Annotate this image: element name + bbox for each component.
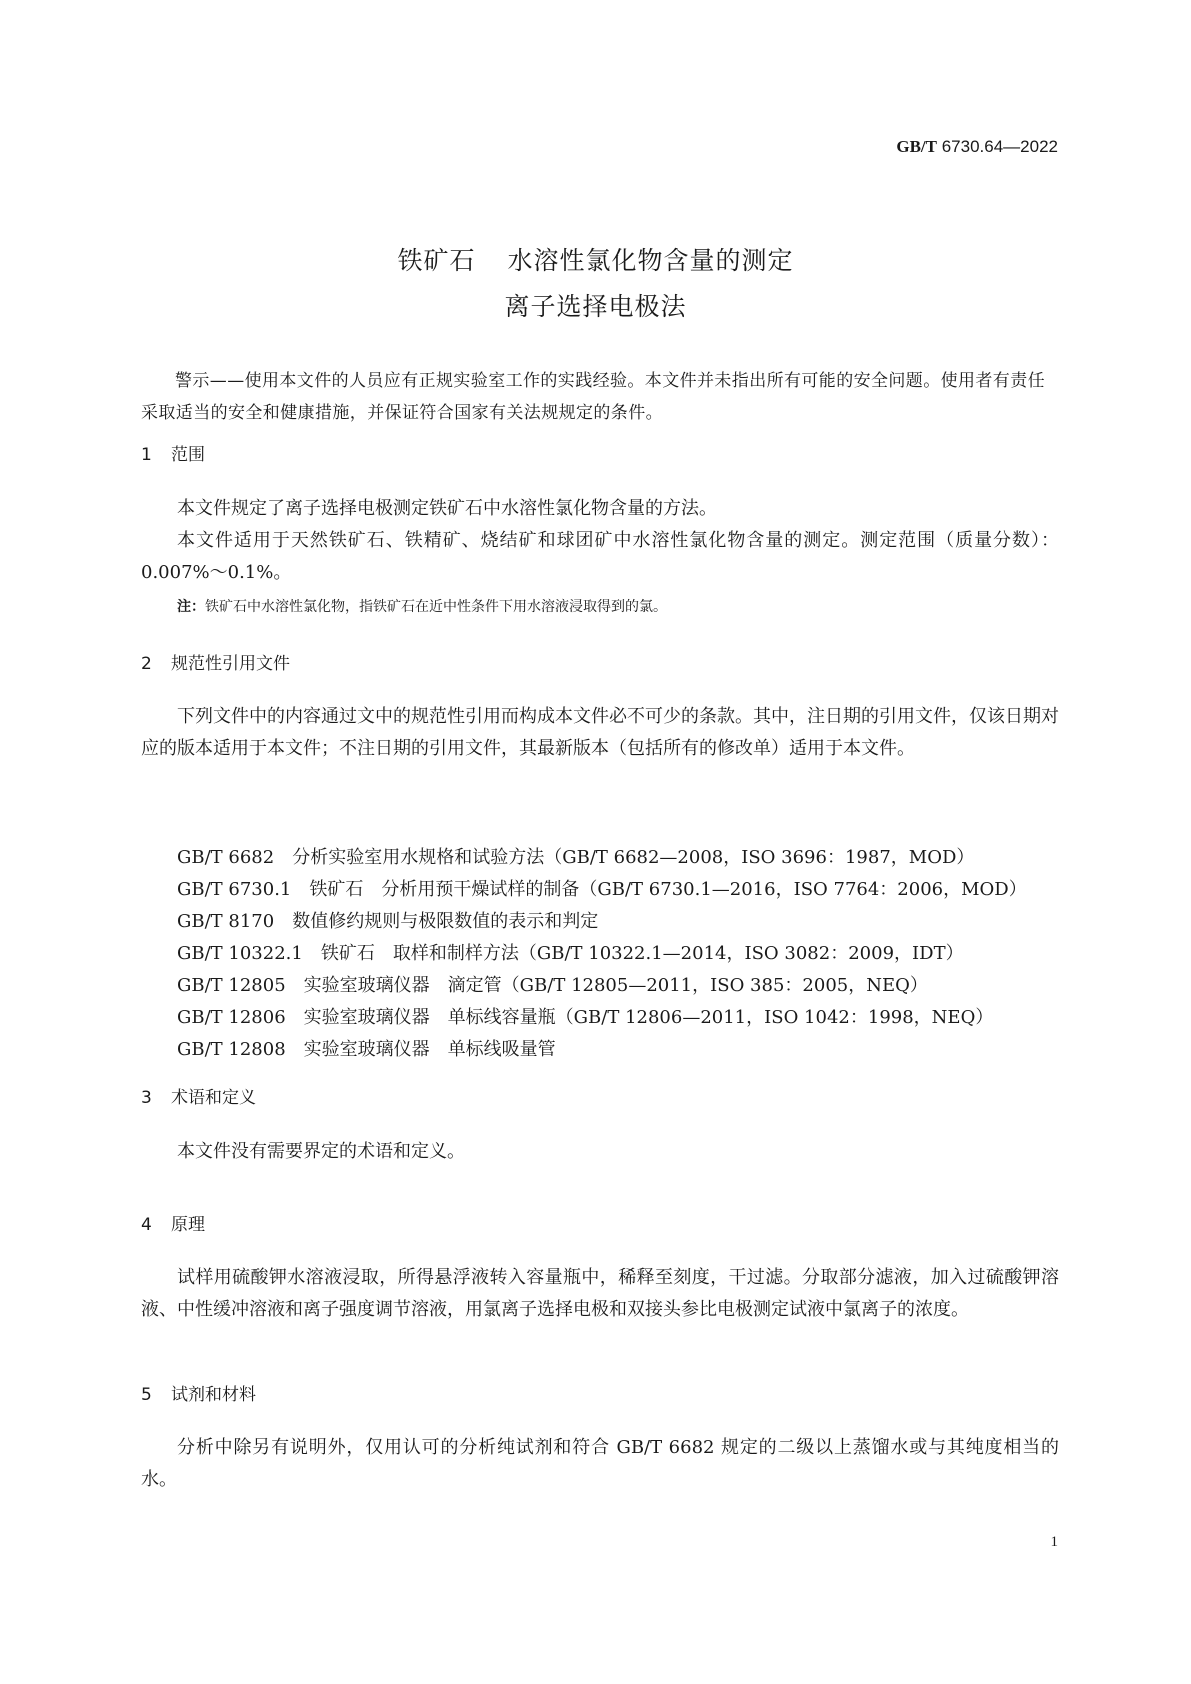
section-number: 2 <box>141 654 152 674</box>
reference-item <box>177 1034 1027 1066</box>
title-part1: 铁矿石 <box>397 246 476 275</box>
section-title: 范围 <box>171 445 205 465</box>
title-part2: 水溶性氯化物含量的测定 <box>507 246 794 275</box>
note-label: 注： <box>177 599 205 615</box>
reference-code: GB/T 10322.1 <box>177 943 303 964</box>
terms-paragraph: 本文件没有需要界定的术语和定义。 <box>177 1141 465 1162</box>
reference-item <box>177 970 1027 1002</box>
reference-code: GB/T 6682 <box>177 847 275 868</box>
section-title: 术语和定义 <box>171 1088 256 1108</box>
standard-code <box>896 137 1058 157</box>
reference-title: 实验室玻璃仪器 单标线容量瓶（GB/T 12806—2011，ISO 1042：1998，NEQ） <box>303 1007 994 1028</box>
reference-title: 铁矿石 取样和制样方法（GB/T 10322.1—2014，ISO 3082：2009，IDT） <box>320 943 964 964</box>
section-number: 5 <box>141 1385 152 1405</box>
reference-title: 铁矿石 分析用预干燥试样的制备（GB/T 6730.1—2016，ISO 7764：2006，MOD） <box>309 879 1027 900</box>
section-5-heading <box>141 1380 256 1405</box>
reference-code: GB/T 12805 <box>177 975 286 996</box>
normative-intro: 下列文件中的内容通过文中的规范性引用而构成本文件必不可少的条款。其中，注日期的引用文件，仅该日期对应的版本适用于本文件；不注日期的引用文件，其最新版本（包括所有的修改单）适用于本文件。 <box>141 706 1059 759</box>
reference-code: GB/T 12808 <box>177 1039 286 1060</box>
reference-list <box>177 842 1027 1066</box>
warning-paragraph: 警示——使用本文件的人员应有正规实验室工作的实践经验。本文件并未指出所有可能的安全问题。使用者有责任采取适当的安全和健康措施，并保证符合国家有关法规规定的条件。 <box>141 371 1045 423</box>
section-2-heading <box>141 649 290 674</box>
reference-title: 分析实验室用水规格和试验方法（GB/T 6682—2008，ISO 3696：1987，MOD） <box>292 847 975 868</box>
reference-item <box>177 1002 1027 1034</box>
section-number: 4 <box>141 1215 152 1235</box>
section-1-heading <box>141 440 205 465</box>
section-3-heading <box>141 1083 256 1108</box>
section-number: 3 <box>141 1088 152 1108</box>
reference-title: 实验室玻璃仪器 单标线吸量管 <box>303 1039 556 1060</box>
section-4-heading <box>141 1210 205 1235</box>
scope-paragraph-1: 本文件规定了离子选择电极测定铁矿石中水溶性氯化物含量的方法。 <box>177 498 717 519</box>
reference-code: GB/T 12806 <box>177 1007 286 1028</box>
reference-item <box>177 842 1027 874</box>
title-line2: 离子选择电极法 <box>504 292 687 321</box>
section-title: 原理 <box>171 1215 205 1235</box>
document-title <box>0 238 1191 330</box>
reagents-paragraph: 分析中除另有说明外，仅用认可的分析纯试剂和符合 GB/T 6682 规定的二级以上蒸馏水或与其纯度相当的水。 <box>141 1437 1059 1490</box>
reference-title: 实验室玻璃仪器 滴定管（GB/T 12805—2011，ISO 385：2005，NEQ） <box>303 975 928 996</box>
reference-code: GB/T 8170 <box>177 911 275 932</box>
section-number: 1 <box>141 445 152 465</box>
principle-paragraph: 试样用硫酸钾水溶液浸取，所得悬浮液转入容量瓶中，稀释至刻度，干过滤。分取部分滤液，加入过硫酸钾溶液、中性缓冲溶液和离子强度调节溶液，用氯离子选择电极和双接头参比电极测定试液中氯离子的浓度。 <box>141 1267 1059 1320</box>
reference-code: GB/T 6730.1 <box>177 879 292 900</box>
scope-paragraph-2: 本文件适用于天然铁矿石、铁精矿、烧结矿和球团矿中水溶性氯化物含量的测定。测定范围（质量分数）：0.007%～0.1%。 <box>141 530 1059 583</box>
reference-title: 数值修约规则与极限数值的表示和判定 <box>292 911 599 932</box>
section-title: 试剂和材料 <box>171 1385 256 1405</box>
scope-note <box>177 596 667 616</box>
page-number: 1 <box>1050 1534 1058 1550</box>
note-text: 铁矿石中水溶性氯化物，指铁矿石在近中性条件下用水溶液浸取得到的氯。 <box>205 599 667 615</box>
reference-item <box>177 906 1027 938</box>
standard-prefix: GB/T <box>896 137 937 156</box>
reference-item <box>177 874 1027 906</box>
reference-item <box>177 938 1027 970</box>
standard-number: 6730.64—2022 <box>941 137 1058 156</box>
section-title: 规范性引用文件 <box>171 654 290 674</box>
